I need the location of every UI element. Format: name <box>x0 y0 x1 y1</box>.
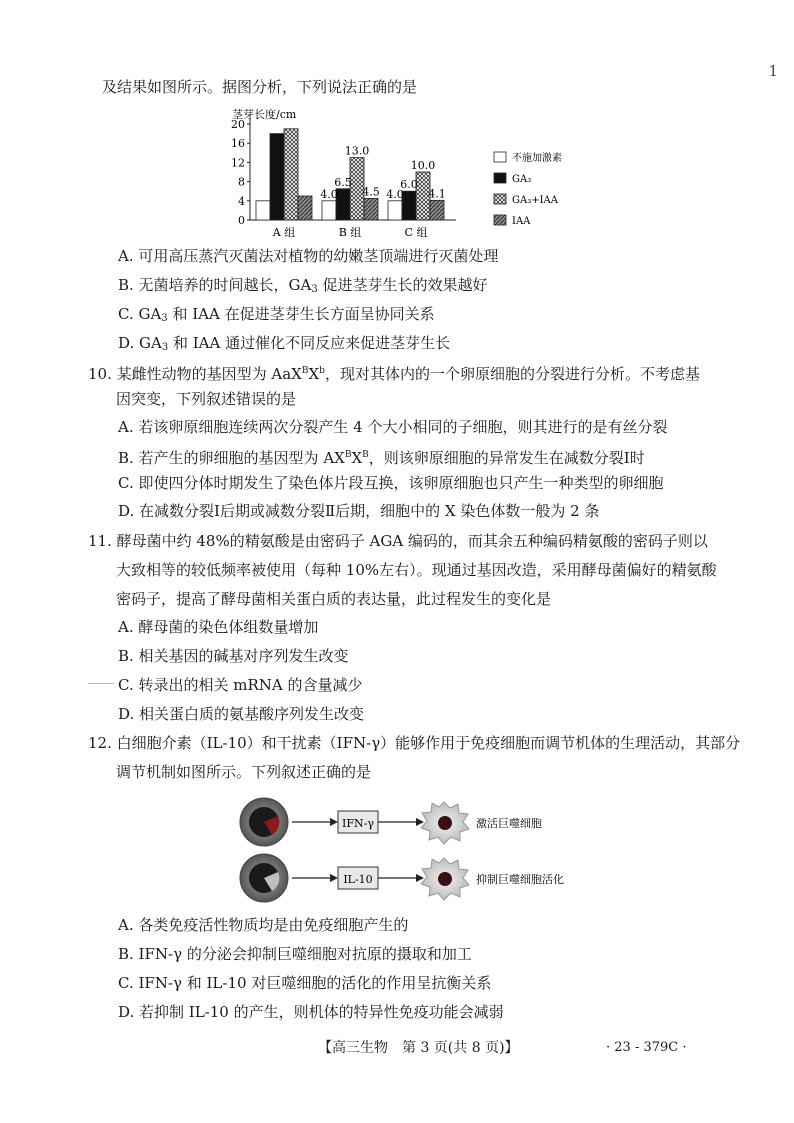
macrophage-2 <box>421 858 469 900</box>
bar <box>336 189 350 220</box>
legend-swatch <box>494 215 506 225</box>
x-category-label: B 组 <box>338 226 362 239</box>
q10-option-a: A. 若该卵原细胞连续两次分裂产生 4 个大小相同的子细胞，则其进行的是有丝分裂 <box>118 418 668 436</box>
q10-option-c: C. 即使四分体时期发生了染色体片段互换，该卵原细胞也只产生一种类型的卵细胞 <box>118 474 664 492</box>
exam-code: · 23 - 379C · <box>606 1040 687 1055</box>
arrowhead-1b <box>416 818 424 826</box>
legend-label: GA₃ <box>512 174 532 185</box>
q11-option-a: A. 酵母菌的染色体组数量增加 <box>118 618 319 636</box>
page-footer: 【高三生物 第 3 页(共 8 页)】 <box>318 1040 519 1056</box>
q11-stem-line2: 大致相等的较低频率被使用（每种 10%左右）。现通过基因改造，采用酵母菌偏好的精氨酸 <box>116 561 717 579</box>
q9-option-b: B. 无菌培养的时间越长，$GA_3$ 促进茎芽生长的效果越好 <box>118 276 488 295</box>
y-tick-label: 20 <box>231 118 245 131</box>
legend-swatch <box>494 173 506 183</box>
legend-label: 不施加激素 <box>512 153 562 164</box>
legend-swatch <box>494 152 506 162</box>
q11-option-c: C. 转录出的相关 mRNA 的含量减少 <box>118 676 363 694</box>
arrowhead-1a <box>330 818 338 826</box>
data-label: 6.5 <box>334 175 352 189</box>
bar <box>430 200 444 220</box>
immune-cell-2 <box>240 854 288 902</box>
q12-stem-line2: 调节机制如图所示。下列叙述正确的是 <box>116 763 372 781</box>
bar <box>256 201 270 220</box>
y-tick-label: 16 <box>231 137 245 151</box>
data-label: 4.0 <box>386 187 404 201</box>
q10-option-b: B. 若产生的卵细胞的基因型为 $AX^BX^B$，则该卵原细胞的异常发生在减数分裂Ⅰ时 <box>118 449 645 467</box>
bar-chart <box>228 100 588 240</box>
bar <box>322 201 336 220</box>
scan-mark <box>88 683 114 684</box>
y-tick-label: 8 <box>238 175 245 189</box>
chart-ylabel: 茎芽长度/cm <box>232 108 297 121</box>
legend-label: GA₃+IAA <box>512 195 558 206</box>
q11-option-d: D. 相关蛋白质的氨基酸序列发生改变 <box>118 705 365 723</box>
q9-option-a: A. 可用高压蒸汽灭菌法对植物的幼嫩茎顶端进行灭菌处理 <box>118 247 499 265</box>
q12-option-d: D. 若抑制 IL-10 的产生，则机体的特异性免疫功能会减弱 <box>118 1003 504 1021</box>
q10-stem-line1: 10. 某雌性动物的基因型为 $AaX^BX^b$，现对其体内的一个卵原细胞的分裂进行分析。不考虑基 <box>88 365 700 383</box>
ifn-gamma-label: IFN-γ <box>342 817 374 830</box>
bar <box>364 198 378 220</box>
arrowhead-2b <box>416 874 424 882</box>
q12-option-b: B. IFN-γ 的分泌会抑制巨噬细胞对抗原的摄取和加工 <box>118 945 472 963</box>
bar <box>284 129 298 220</box>
immune-cell-1 <box>240 798 288 846</box>
immune-diagram <box>238 796 598 906</box>
page-corner-mark: 1 <box>768 62 778 80</box>
y-tick-label: 0 <box>238 214 245 227</box>
q9-option-d: D. $GA_3$ 和 IAA 通过催化不同反应来促进茎芽生长 <box>118 334 451 353</box>
il10-label: IL-10 <box>343 873 373 886</box>
data-label: 6.0 <box>400 178 418 192</box>
legend-label: IAA <box>512 216 531 227</box>
macrophage-1 <box>421 802 469 844</box>
q11-option-b: B. 相关基因的碱基对序列发生改变 <box>118 647 349 665</box>
bar <box>388 201 402 220</box>
q12-stem-line1: 12. 白细胞介素（IL-10）和干扰素（IFN-γ）能够作用于免疫细胞而调节机体的生理活动，其部分 <box>88 734 741 752</box>
arrowhead-2a <box>330 874 338 882</box>
y-tick-label: 12 <box>231 156 245 170</box>
q9-intro: 及结果如图所示。据图分析，下列说法正确的是 <box>102 78 418 96</box>
q12-option-c: C. IFN-γ 和 IL-10 对巨噬细胞的活化的作用呈抗衡关系 <box>118 974 492 992</box>
x-category-label: C 组 <box>404 226 428 239</box>
x-category-label: A 组 <box>272 226 296 239</box>
q10-option-d: D. 在减数分裂Ⅰ后期或减数分裂Ⅱ后期，细胞中的 X 染色体数一般为 2 条 <box>118 502 600 520</box>
data-label: 4.1 <box>428 187 446 201</box>
activate-macrophage-label: 激活巨噬细胞 <box>476 817 542 830</box>
q11-stem-line3: 密码子，提高了酵母菌相关蛋白质的表达量，此过程发生的变化是 <box>116 590 552 608</box>
inhibit-macrophage-label: 抑制巨噬细胞活化 <box>476 873 564 886</box>
data-label: 13.0 <box>344 144 370 158</box>
q9-option-c: C. $GA_3$ 和 IAA 在促进茎芽生长方面呈协同关系 <box>118 305 435 324</box>
q11-stem-line1: 11. 酵母菌中约 48%的精氨酸是由密码子 AGA 编码的，而其余五种编码精氨酸的密码子则以 <box>88 532 708 550</box>
data-label: 10.0 <box>410 159 436 172</box>
q10-stem-line2: 因突变，下列叙述错误的是 <box>116 390 297 408</box>
bar <box>298 196 312 220</box>
y-tick-label: 4 <box>238 194 245 208</box>
legend-swatch <box>494 194 506 204</box>
data-label: 4.0 <box>320 187 338 201</box>
data-label: 4.5 <box>362 185 380 199</box>
bar <box>402 191 416 220</box>
q12-option-a: A. 各类免疫活性物质均是由免疫细胞产生的 <box>118 916 409 934</box>
bar <box>270 134 284 220</box>
